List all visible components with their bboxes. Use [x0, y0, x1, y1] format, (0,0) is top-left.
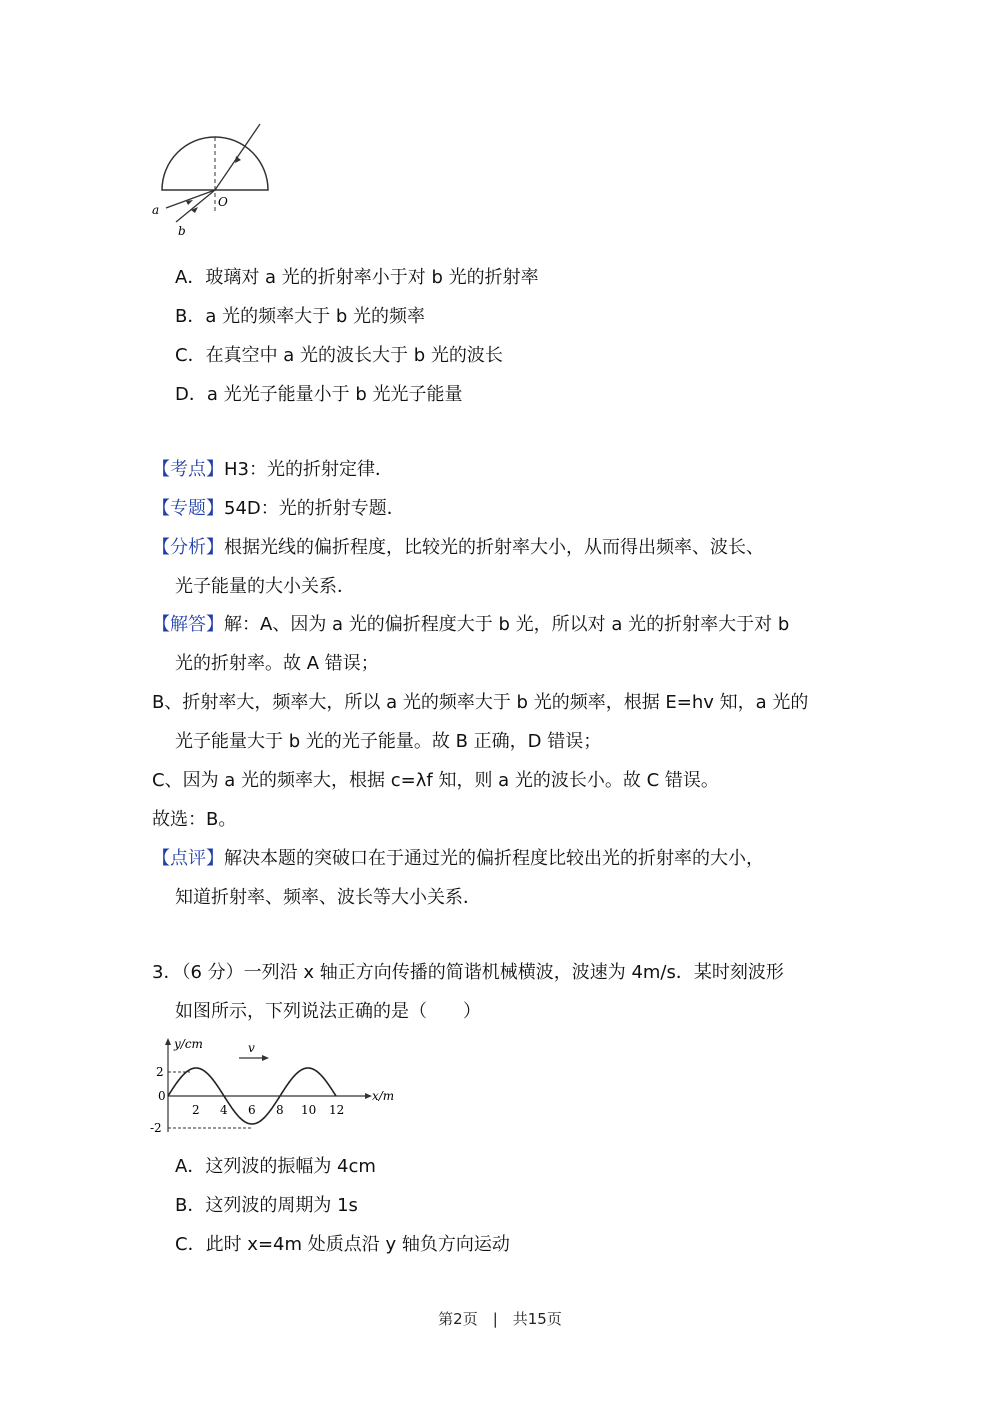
q2-option-b: B．a 光的频率大于 b 光的频率	[175, 306, 425, 327]
dianping-line-1	[152, 847, 764, 871]
x-tick-6: 6	[248, 1103, 256, 1117]
x-axis-label: x/m	[372, 1089, 395, 1103]
dianping-tag: 【点评】	[152, 848, 224, 869]
q2-option-c: C．在真空中 a 光的波长大于 b 光的波长	[175, 345, 503, 366]
q3-option-c: C．此时 x=4m 处质点沿 y 轴负方向运动	[175, 1234, 510, 1255]
x-tick-8: 8	[276, 1103, 284, 1117]
wave-chart	[140, 1036, 405, 1140]
y-axis-arrow	[165, 1038, 171, 1045]
jieda-tag: 【解答】	[152, 614, 224, 635]
velocity-label: v	[248, 1041, 255, 1055]
ray-a	[166, 190, 215, 208]
kaodian-text: H3：光的折射定律．	[224, 459, 393, 480]
q2-option-a: A．玻璃对 a 光的折射率小于对 b 光的折射率	[175, 267, 539, 288]
ray-b-arrow	[191, 207, 198, 213]
x-tick-10: 10	[301, 1103, 317, 1117]
dianping-text-1: 解决本题的突破口在于通过光的偏折程度比较出光的折射率的大小，	[224, 848, 764, 869]
label-o: O	[218, 195, 228, 209]
label-a: a	[152, 203, 160, 217]
fenxi-line-2: 光子能量的大小关系．	[175, 576, 355, 597]
q3-option-b: B．这列波的周期为 1s	[175, 1195, 358, 1216]
kaodian-tag: 【考点】	[152, 459, 224, 480]
ray-b	[176, 190, 215, 222]
zhuanti-line	[152, 497, 405, 521]
page-footer: 第2页 | 共15页	[438, 1310, 562, 1328]
q3-stem-1: 3．（6 分）一列沿 x 轴正方向传播的简谐机械横波，波速为 4m/s．某时刻波形	[152, 962, 784, 983]
x-axis-arrow	[365, 1093, 372, 1099]
x-tick-4: 4	[220, 1103, 228, 1117]
refraction-figure	[148, 118, 278, 243]
y-axis-label: y/cm	[174, 1037, 203, 1051]
origin-label: 0	[158, 1089, 166, 1103]
jieda-line-2: 光的折射率。故 A 错误；	[175, 653, 379, 674]
jieda-line-4: 光子能量大于 b 光的光子能量。故 B 正确，D 错误；	[175, 731, 602, 752]
q3-stem-2: 如图所示，下列说法正确的是（ ）	[175, 1001, 481, 1022]
jieda-line-6: 故选：B。	[152, 809, 237, 830]
jieda-text-1: 解：A、因为 a 光的偏折程度大于 b 光，所以对 a 光的折射率大于对 b	[224, 614, 790, 635]
y-tick-bottom: -2	[150, 1121, 162, 1135]
zhuanti-text: 54D：光的折射专题．	[224, 498, 405, 519]
zhuanti-tag: 【专题】	[152, 498, 224, 519]
fenxi-tag: 【分析】	[152, 537, 224, 558]
jieda-line-5: C、因为 a 光的频率大，根据 c=λf 知，则 a 光的波长小。故 C 错误。	[152, 770, 719, 791]
velocity-arrowhead	[262, 1055, 269, 1061]
fenxi-line-1	[152, 536, 764, 560]
y-tick-top: 2	[156, 1065, 164, 1079]
jieda-line-1	[152, 613, 789, 637]
x-tick-2: 2	[192, 1103, 200, 1117]
jieda-line-3: B、折射率大，频率大，所以 a 光的频率大于 b 光的频率，根据 E=hv 知，a 光的	[152, 692, 809, 713]
dianping-line-2: 知道折射率、频率、波长等大小关系．	[175, 887, 481, 908]
x-tick-12: 12	[329, 1103, 345, 1117]
incident-ray	[215, 124, 260, 190]
kaodian-line	[152, 458, 393, 482]
q2-option-d: D．a 光光子能量小于 b 光光子能量	[175, 384, 463, 405]
q3-option-a: A．这列波的振幅为 4cm	[175, 1156, 376, 1177]
label-b: b	[178, 224, 186, 238]
fenxi-text-1: 根据光线的偏折程度，比较光的折射率大小，从而得出频率、波长、	[224, 537, 764, 558]
